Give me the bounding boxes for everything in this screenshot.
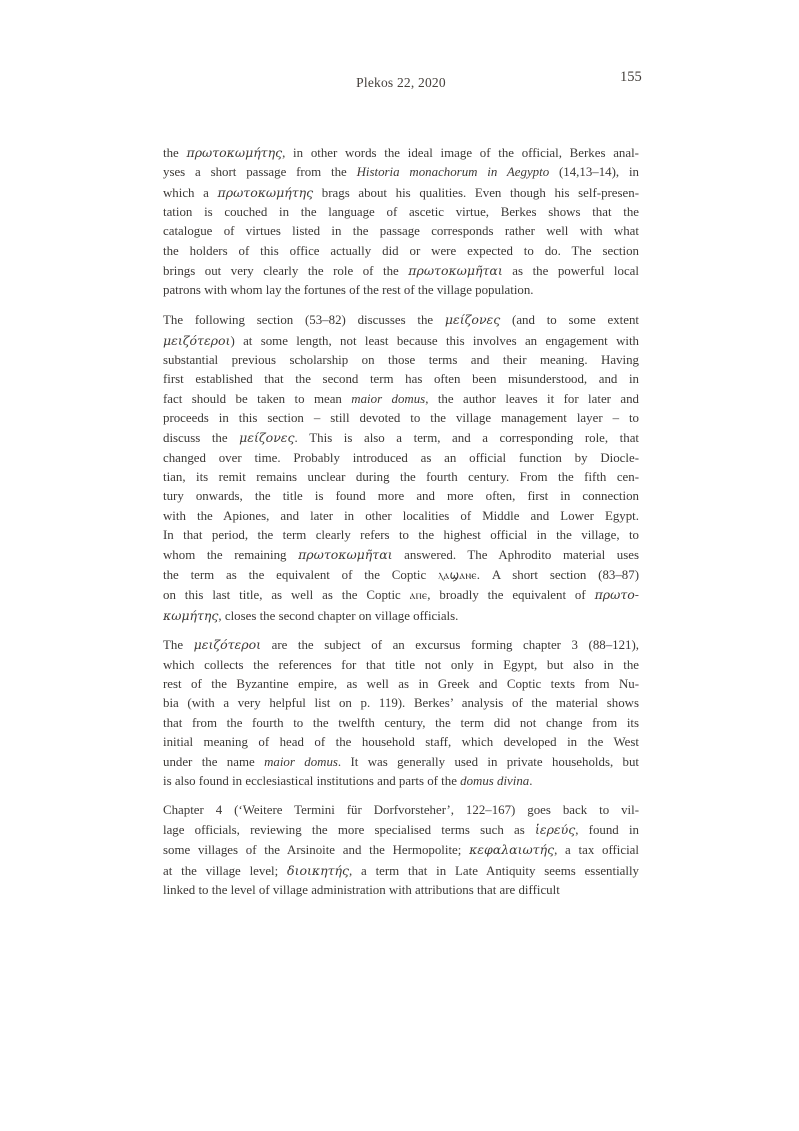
body-text-line: which a πρωτοκωμήτης brags about his qualities. Even though his self-presen-	[163, 184, 640, 200]
greek-term: ἱερεύς	[534, 822, 576, 838]
paragraph	[163, 635, 639, 791]
page-number: 155	[620, 69, 642, 85]
greek-term: κωμήτης	[163, 607, 219, 623]
body-text-line: tian, its remit remains unclear during the fourth century. From the fifth cen-	[163, 470, 639, 485]
body-text-line: κωμήτης, closes the second chapter on village officials.	[163, 607, 459, 623]
paragraph	[163, 801, 639, 901]
body-text-line: bia (with a very helpful list on p. 119). Berkes’ analysis of the material shows	[163, 696, 639, 711]
body-text-line: The μειζότεροι are the subject of an excursus forming chapter 3 (88–121),	[163, 637, 640, 653]
body-text-line: Chapter 4 (‘Weitere Termini für Dorfvorsteher’, 122–167) goes back to vil-	[163, 802, 639, 817]
body-text-line: that from the fourth to the twelfth century, the term did not change from its	[163, 715, 639, 730]
body-text-line: at the village level; διοικητής, a term that in Late Antiquity seems essentially	[163, 862, 639, 878]
body-text-line: the term as the equivalent of the Coptic ⲗⲁϣⲁⲛⲉ. A short section (83–87)	[163, 567, 639, 582]
greek-term: μείζονες	[239, 430, 295, 446]
body-text-line: first established that the second term has often been misunderstood, and in	[163, 372, 639, 387]
text-block	[163, 143, 639, 910]
body-text-line: some villages of the Arsinoite and the Hermopolite; κεφαλαιωτής, a tax official	[163, 842, 639, 858]
running-header-journal: Plekos 22, 2020	[356, 75, 446, 90]
body-text-line: the πρωτοκωμήτης, in other words the ideal image of the official, Berkes anal-	[163, 145, 639, 160]
body-text-line: The following section (53–82) discusses the μείζονες (and to some extent	[163, 312, 640, 328]
greek-term: πρωτοκωμήτης	[186, 145, 283, 160]
body-text-line: μειζότεροι) at some length, not least because this involves an engagement with	[163, 332, 639, 348]
body-text-line: under the name maior domus. It was generally used in private households, but	[163, 754, 640, 769]
greek-term: πρωτοκωμῆται	[408, 263, 503, 279]
body-text-line: catalogue of virtues listed in the passage corresponds rather well with what	[163, 224, 639, 239]
italic-text: maior domus	[264, 754, 338, 769]
italic-text: maior domus	[351, 391, 426, 406]
body-text-line: lage officials, reviewing the more specialised terms such as ἱερεύς, found in	[163, 822, 639, 838]
body-text-line: rest of the Byzantine empire, as well as in Greek and Coptic texts from Nu-	[163, 677, 639, 692]
greek-term: πρωτοκωμήτης	[217, 184, 314, 200]
body-text-line: on this last title, as well as the Coptic ⲁⲡⲉ, broadly the equivalent of πρωτο-	[163, 587, 640, 603]
coptic-term: ⲗⲁϣⲁⲛⲉ	[438, 567, 477, 582]
paragraph	[163, 310, 639, 626]
body-text-line: which collects the references for that title not only in Egypt, but also in the	[163, 657, 639, 672]
body-text-line: initial meaning of head of the household staff, which developed in the West	[163, 735, 639, 750]
italic-text: domus divina	[460, 773, 530, 788]
greek-term: μείζονες	[444, 312, 501, 328]
body-text-line: with the Apiones, and later in other localities of Middle and Lower Egypt.	[163, 508, 639, 523]
body-text-line: brings out very clearly the role of the πρωτοκωμῆται as the powerful local	[163, 263, 639, 279]
body-text-line: is also found in ecclesiastical institutions and parts of the domus divina.	[163, 773, 533, 788]
coptic-term: ⲁⲡⲉ	[409, 588, 428, 603]
greek-term: πρωτο-	[594, 587, 640, 603]
greek-term: μειζότεροι	[163, 332, 231, 348]
greek-term: μειζότεροι	[193, 637, 262, 653]
body-text-line: In that period, the term clearly refers to the highest official in the village, to	[163, 528, 639, 543]
body-text-line: tation is couched in the language of ascetic virtue, Berkes shows that the	[163, 205, 639, 220]
body-text-line: yses a short passage from the Historia monachorum in Aegypto (14,13–14), in	[163, 165, 640, 180]
body-text-line: substantial previous scholarship on those terms and their meaning. Having	[163, 353, 639, 368]
italic-text: Historia monachorum in Aegypto	[356, 165, 550, 180]
body-text-line: whom the remaining πρωτοκωμῆται answered. The Aphrodito material uses	[163, 547, 640, 563]
greek-term: διοικητής	[287, 862, 349, 878]
body-text-line: discuss the μείζονες. This is also a term, and a corresponding role, that	[163, 430, 640, 446]
body-text-line: patrons with whom lay the fortunes of the rest of the village population.	[163, 283, 534, 298]
greek-term: κεφαλαιωτής	[469, 842, 555, 858]
body-text-line: linked to the level of village administration with attributions that are difficult	[163, 883, 560, 898]
paragraph	[163, 143, 639, 301]
body-text-line: proceeds in this section – still devoted to the village management layer – to	[163, 411, 639, 426]
body-text-line: fact should be taken to mean maior domus, the author leaves it for later and	[163, 391, 639, 406]
greek-term: πρωτοκωμῆται	[298, 547, 393, 563]
body-text-line: changed over time. Probably introduced as an official function by Diocle-	[163, 450, 639, 465]
body-text-line: the holders of this office actually did or were expected to do. The section	[163, 243, 639, 258]
body-text-line: tury onwards, the title is found more and more often, first in connection	[163, 489, 639, 504]
